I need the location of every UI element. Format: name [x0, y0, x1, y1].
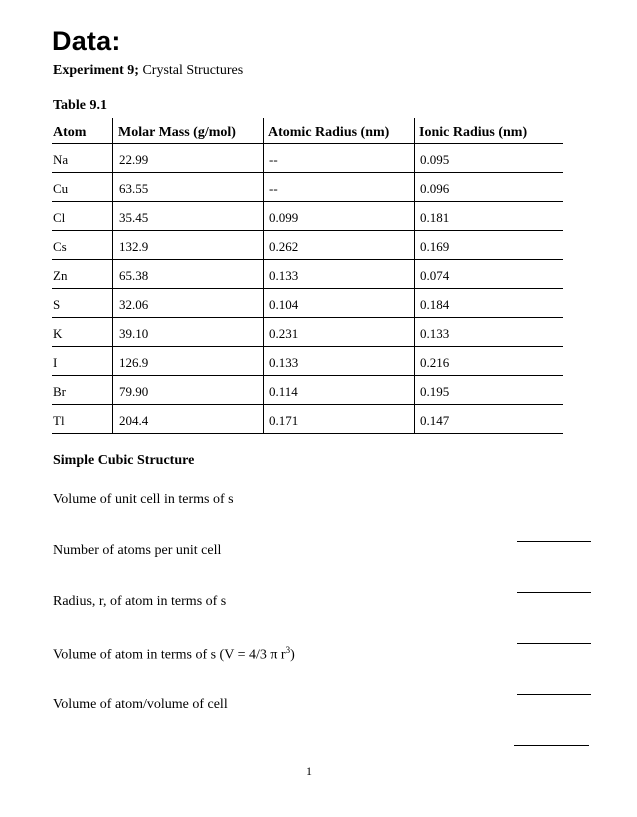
- cell-atomic-radius: --: [269, 152, 278, 167]
- cell-ionic-radius: 0.147: [420, 413, 450, 428]
- cell-ionic-radius: 0.195: [420, 384, 450, 399]
- cell-atom: Na: [53, 152, 69, 167]
- table-row: [52, 347, 563, 376]
- header-atomic-radius: Atomic Radius (nm): [268, 125, 390, 140]
- table-row: [52, 144, 563, 173]
- cell-atom: I: [53, 355, 58, 370]
- cell-ionic-radius: 0.169: [420, 239, 450, 254]
- cell-ionic-radius: 0.181: [420, 210, 450, 225]
- table-row: [52, 318, 563, 347]
- exponent: 3: [285, 645, 291, 655]
- cell-atomic-radius: 0.133: [269, 355, 299, 370]
- cell-atomic-radius: 0.114: [269, 384, 298, 399]
- cell-atomic-radius: 0.231: [269, 326, 299, 341]
- experiment-name: Crystal Structures: [138, 63, 244, 78]
- cell-molar-mass: 63.55: [119, 181, 149, 196]
- cell-ionic-radius: 0.095: [420, 152, 450, 167]
- table-row: [52, 405, 563, 434]
- cell-atom: Br: [53, 384, 66, 399]
- cell-molar-mass: 65.38: [119, 268, 149, 283]
- answer-blank[interactable]: [517, 541, 591, 542]
- cell-atom: Cu: [53, 181, 69, 196]
- question-atom-volume: [53, 645, 295, 664]
- cell-atomic-radius: 0.104: [269, 297, 299, 312]
- cell-atom: Zn: [53, 268, 68, 283]
- cell-ionic-radius: 0.074: [420, 268, 450, 283]
- cell-molar-mass: 32.06: [119, 297, 149, 312]
- cell-atomic-radius: 0.171: [269, 413, 299, 428]
- cell-atom: S: [53, 297, 61, 312]
- header-ionic-radius: Ionic Radius (nm): [419, 125, 528, 140]
- table-row: [52, 231, 563, 260]
- cell-atomic-radius: 0.133: [269, 268, 299, 283]
- table-row: [52, 289, 563, 318]
- question-atom-volume-text: Volume of atom in terms of s (V = 4/3 π r: [53, 647, 286, 663]
- section-title: Simple Cubic Structure: [53, 453, 195, 468]
- cell-ionic-radius: 0.184: [420, 297, 450, 312]
- row-rule: [52, 433, 563, 434]
- cell-molar-mass: 132.9: [119, 239, 149, 254]
- cell-atomic-radius: 0.262: [269, 239, 299, 254]
- cell-atom: Tl: [53, 413, 65, 428]
- answer-blank[interactable]: [517, 643, 591, 644]
- question-atom-radius: Radius, r, of atom in terms of s: [53, 594, 227, 609]
- cell-molar-mass: 35.45: [119, 210, 149, 225]
- answer-blank[interactable]: [514, 745, 589, 746]
- table-row: [52, 173, 563, 202]
- cell-molar-mass: 22.99: [119, 152, 149, 167]
- cell-atom: Cl: [53, 210, 66, 225]
- cell-ionic-radius: 0.133: [420, 326, 450, 341]
- table-caption: Table 9.1: [53, 98, 107, 113]
- cell-ionic-radius: 0.096: [420, 181, 450, 196]
- cell-ionic-radius: 0.216: [420, 355, 450, 370]
- cell-molar-mass: 79.90: [119, 384, 149, 399]
- header-molar-mass: Molar Mass (g/mol): [118, 125, 236, 140]
- question-volume-ratio: Volume of atom/volume of cell: [53, 697, 228, 712]
- cell-molar-mass: 204.4: [119, 413, 149, 428]
- experiment-subtitle: [53, 63, 243, 79]
- header-atom: Atom: [53, 125, 87, 140]
- question-atom-volume-close: ): [290, 647, 295, 663]
- answer-blank[interactable]: [517, 694, 591, 695]
- answer-blank[interactable]: [517, 592, 591, 593]
- table-row: [52, 202, 563, 231]
- cell-atomic-radius: 0.099: [269, 210, 299, 225]
- page-heading: Data:: [52, 26, 121, 56]
- table-row: [52, 376, 563, 405]
- question-atoms-per-cell: Number of atoms per unit cell: [53, 543, 222, 558]
- page-number: 1: [306, 764, 312, 778]
- question-unit-cell-volume: Volume of unit cell in terms of s: [53, 492, 234, 507]
- cell-atomic-radius: --: [269, 181, 278, 196]
- cell-molar-mass: 126.9: [119, 355, 149, 370]
- table-row: [52, 260, 563, 289]
- cell-atom: K: [53, 326, 63, 341]
- data-table: [52, 116, 563, 434]
- cell-atom: Cs: [53, 239, 67, 254]
- cell-molar-mass: 39.10: [119, 326, 149, 341]
- experiment-number: Experiment 9;: [53, 63, 139, 78]
